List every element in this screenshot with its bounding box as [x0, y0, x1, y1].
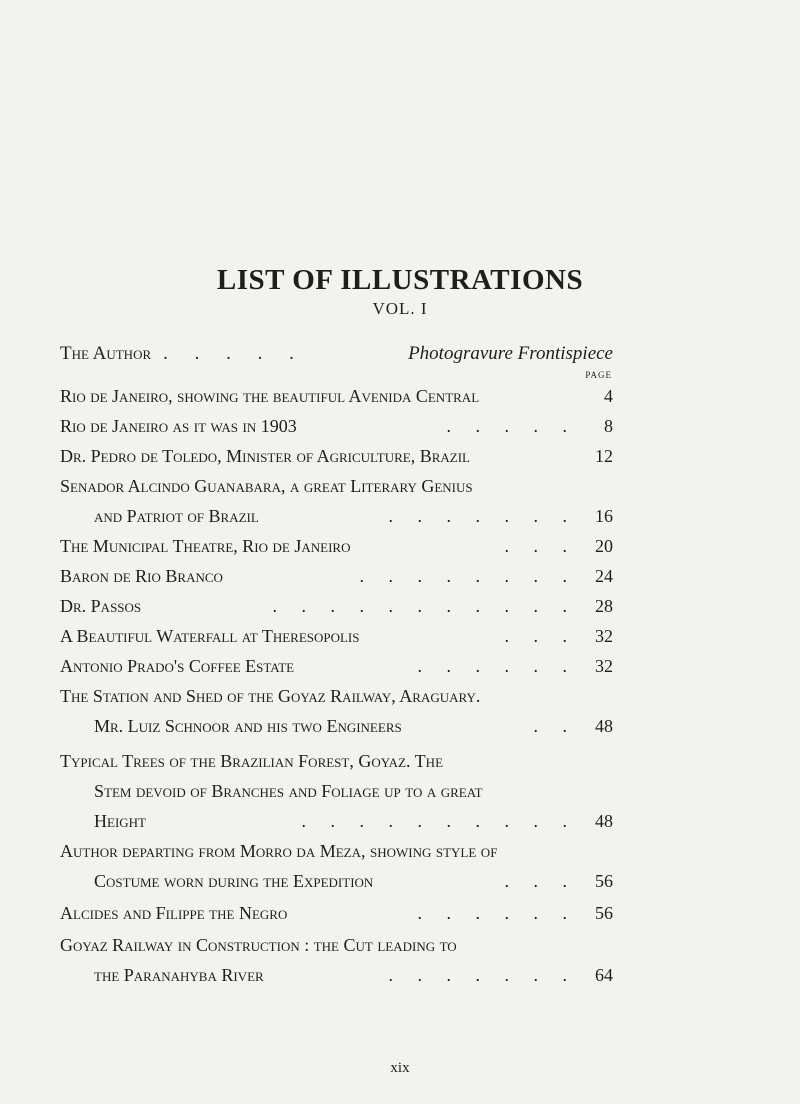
leader-dots: . . . . . . . . . . .: [272, 596, 577, 616]
list-item: [94, 806, 613, 836]
list-item: [60, 898, 613, 928]
list-item: [60, 591, 613, 621]
leader-dots: . . .: [504, 626, 577, 646]
page-number: 32: [595, 626, 613, 646]
list-item: [60, 930, 613, 960]
list-item: [60, 836, 613, 866]
page-number: 64: [595, 965, 613, 985]
entry-text: A Beautiful Waterfall at Theresopolis: [60, 626, 360, 646]
entry-text: Dr. Passos: [60, 596, 142, 616]
page-number: 20: [595, 536, 613, 556]
leader-dots: . . . . . .: [417, 903, 577, 923]
page-number: 24: [595, 566, 613, 586]
entry-text: Goyaz Railway in Construction : the Cut leading to: [60, 935, 457, 955]
page-number: 8: [604, 416, 613, 436]
page-number: 32: [595, 656, 613, 676]
entry-text: The Station and Shed of the Goyaz Railway, Araguary.: [60, 686, 481, 706]
leader-dots: . . .: [504, 536, 577, 556]
list-item: [60, 471, 613, 501]
entry-text: Stem devoid of Branches and Foliage up to a great: [94, 781, 483, 801]
entry-text: the Paranahyba River: [94, 965, 264, 985]
entry-text: Rio de Janeiro, showing the beautiful Avenida Central: [60, 386, 480, 406]
entry-text: The Municipal Theatre, Rio de Janeiro: [60, 536, 351, 556]
entry-text: Dr. Pedro de Toledo, Minister of Agriculture, Brazil: [60, 446, 470, 466]
list-item: [60, 411, 613, 441]
frontispiece-entry: [60, 342, 613, 366]
entry-text: Rio de Janeiro as it was in 1903: [60, 416, 297, 436]
leader-dots: . . . . . . . .: [359, 566, 577, 586]
list-item: [60, 441, 613, 471]
leader-dots: . . . . .: [163, 343, 305, 364]
list-item: [60, 681, 613, 711]
entry-text: Author departing from Morro da Meza, showing style of: [60, 841, 498, 861]
entry-text: Height: [94, 811, 146, 831]
page-number: 28: [595, 596, 613, 616]
entry-text: Alcides and Filippe the Negro: [60, 903, 288, 923]
entry-text: Antonio Prado's Coffee Estate: [60, 656, 295, 676]
page-column-label: PAGE: [585, 370, 612, 380]
list-item: [94, 866, 613, 896]
list-item: [60, 746, 613, 776]
entry-text: Senador Alcindo Guanabara, a great Literary Genius: [60, 476, 473, 496]
list-item: [60, 561, 613, 591]
list-item: [94, 776, 613, 806]
page-folio: xix: [390, 1060, 410, 1076]
list-item: [60, 621, 613, 651]
entry-text: Baron de Rio Branco: [60, 566, 223, 586]
list-item: [94, 711, 613, 741]
volume-label: VOL. I: [372, 299, 428, 318]
list-item: [60, 651, 613, 681]
page-title: LIST OF ILLUSTRATIONS: [216, 264, 584, 296]
leader-dots: . . . . . . .: [388, 965, 577, 985]
list-item: [60, 381, 613, 411]
list-item: [94, 501, 613, 531]
leader-dots: . . . . . . . . . .: [301, 811, 577, 831]
page-number: 16: [595, 506, 613, 526]
leader-dots: . . .: [504, 871, 577, 891]
list-item: [94, 960, 613, 990]
entry-text: and Patriot of Brazil: [94, 506, 259, 526]
page-number: 48: [595, 716, 613, 736]
entry-text: Mr. Luiz Schnoor and his two Engineers: [94, 716, 402, 736]
frontispiece-caption: Photogravure Frontispiece: [408, 343, 613, 364]
frontispiece-label: The Author: [60, 343, 152, 364]
entry-text: Typical Trees of the Brazilian Forest, Goyaz. The: [60, 751, 444, 771]
leader-dots: . .: [533, 716, 577, 736]
page-number: 56: [595, 903, 613, 923]
leader-dots: . . . . . .: [417, 656, 577, 676]
page-number: 12: [595, 446, 613, 466]
page-number: 56: [595, 871, 613, 891]
list-item: [60, 531, 613, 561]
leader-dots: . . . . . . .: [388, 506, 577, 526]
page-number: 4: [604, 386, 613, 406]
entry-text: Costume worn during the Expedition: [94, 871, 374, 891]
page-number: 48: [595, 811, 613, 831]
leader-dots: . . . . .: [446, 416, 577, 436]
